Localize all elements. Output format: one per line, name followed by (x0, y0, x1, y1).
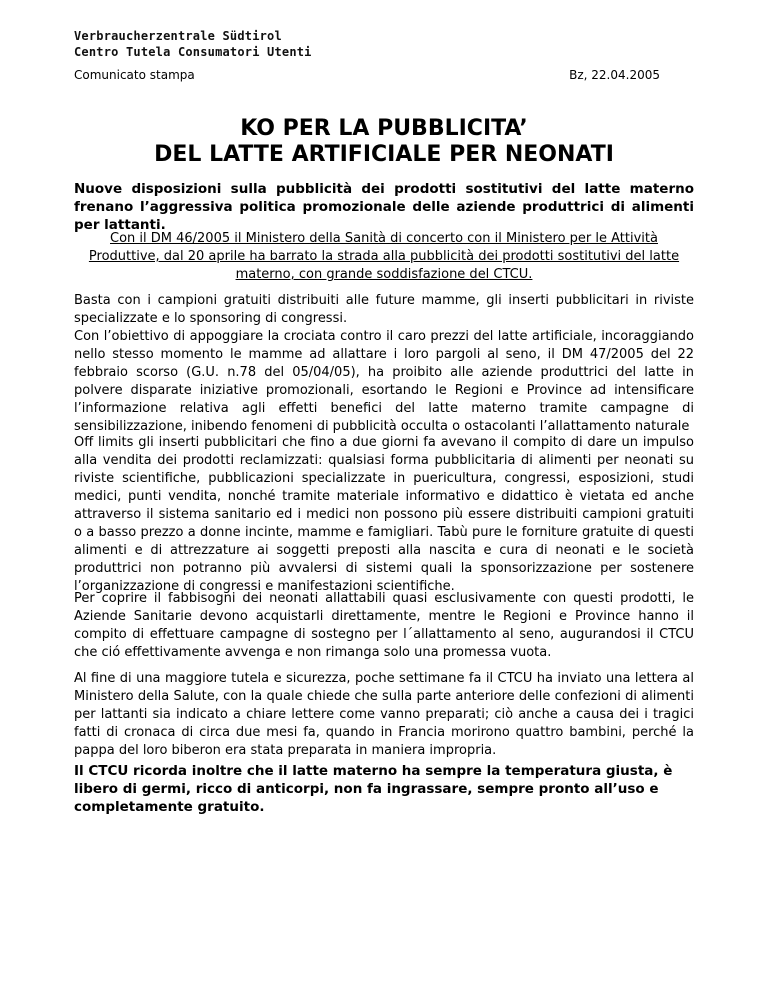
lead-paragraph: Nuove disposizioni sulla pubblicità dei prodotti sostitutivi del latte materno frenano l’aggressiva politica promozionale delle aziende produttrici di alimenti per lattanti. (74, 181, 694, 233)
paragraph-4: Al fine di una maggiore tutela e sicurezza, poche settimane fa il CTCU ha inviato una lettera al Ministero della Salute, con la quale chiede che sulla parte anteriore delle confezioni di alimenti per lattanti sia indicato a chiare lettere come vanno preparati; ciò anche a causa dei i tragici fatti di cronaca di circa due mesi fa, quando in Francia morirono quattro bambini, perché la pappa del loro biberon era stata preparata in maniera impropria. (74, 671, 694, 758)
paragraph-3: Per coprire il fabbisogni dei neonati allattabili quasi esclusivamente con questi prodotti, le Aziende Sanitarie devono acquistarli direttamente, mentre le Regioni e Province hanno il compito di effettuare campagne di sostegno per l´allattamento al seno, augurandosi il CTCU che ció effettivamente avvenga e non rimanga solo una promessa vuota. (74, 591, 694, 660)
page-title (74, 116, 694, 168)
org-name-italian: Centro Tutela Consumatori Utenti (74, 45, 312, 59)
document-type: Comunicato stampa (74, 68, 195, 82)
paragraph-1a: Basta con i campioni gratuiti distribuiti alle future mamme, gli inserti pubblicitari in riviste specializzate e lo sponsoring di congressi. (74, 293, 694, 326)
paragraph-1 (74, 292, 694, 436)
paragraph-2: Off limits gli inserti pubblicitari che fino a due giorni fa avevano il compito di dare un impulso alla vendita dei prodotti reclamizzati: qualsiasi forma pubblicitaria di alimenti per neonati su riviste scientifiche, pubblicazioni specializzate in puericultura, congressi, esposizioni, studi medici, punti vendita, nonché tramite materiale informativo e didattico è vietata ed anche attraverso il sistema sanitario ed i medici non possono più essere distribuiti campioni gratuiti o a basso prezzo a donne incinte, mamme e famigliari. Tabù pure le forniture gratuite di questi alimenti e di attrezzature ai soggetti preposti alla nascita e cura di neonati e le società produttrici non potranno più avvalersi di sistemi quali la sponsorizzazione per sostenere l’organizzazione di congressi e manifestazioni scientifiche. (74, 435, 694, 594)
title-line-2: DEL LATTE ARTIFICIALE PER NEONATI (154, 142, 614, 167)
org-name-german: Verbraucherzentrale Südtirol (74, 29, 282, 43)
subheading-paragraph: Con il DM 46/2005 il Ministero della Sanità di concerto con il Ministero per le Attività Produttive, dal 20 aprile ha barrato la strada alla pubblicità dei prodotti sostitutivi del latte materno, con grande soddisfazione del CTCU. (88, 231, 680, 282)
document-date: Bz, 22.04.2005 (569, 68, 660, 82)
title-line-1: KO PER LA PUBBLICITA’ (240, 116, 528, 141)
paragraph-1b: Con l’obiettivo di appoggiare la crociata contro il caro prezzi del latte artificiale, incoraggiando nello stesso momento le mamme ad allattare i loro pargoli al seno, il DM 47/2005 del 22 febbraio scorso (G.U. n.78 del 05/04/05), ha proibito alle aziende produttrici del latte in polvere disparate iniziative promozionali, esortando le Regioni e Province ad intensificare l’informazione relativa agli effetti benefici del latte materno tramite campagne di sensibilizzazione, inibendo fenomeni di pubblicità occulta o ostacolanti l’allattamento naturale (74, 329, 694, 434)
closing-statement: Il CTCU ricorda inoltre che il latte materno ha sempre la temperatura giusta, è libero di germi, ricco di anticorpi, non fa ingrassare, sempre pronto all’uso e completamente gratuito. (74, 763, 673, 815)
organization-logo-text (74, 28, 312, 60)
